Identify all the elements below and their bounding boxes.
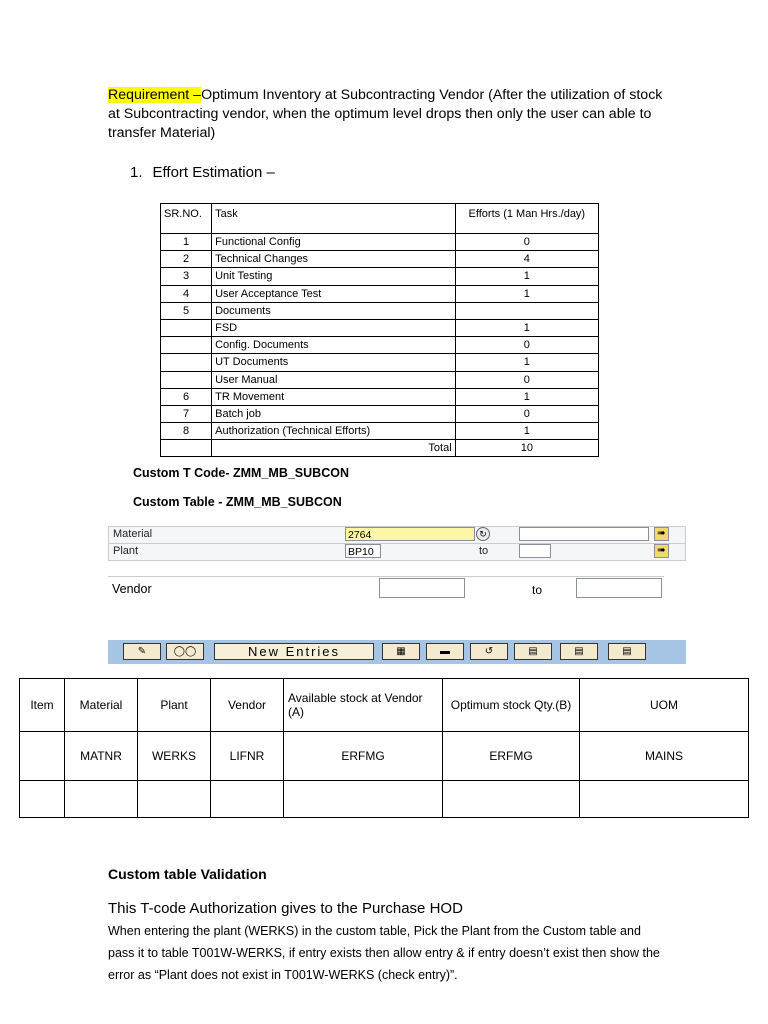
effort-row <box>161 319 599 336</box>
material-to-input[interactable] <box>519 527 649 541</box>
effort-row <box>161 268 599 285</box>
requirement-label: Requirement – <box>108 87 202 103</box>
plant-from-input[interactable]: BP10 <box>345 544 381 558</box>
select-all-icon[interactable]: ▤ <box>514 643 552 660</box>
effort-value-cell: 1 <box>455 285 598 302</box>
effort-value-cell: 1 <box>455 354 598 371</box>
vendor-from-input[interactable] <box>379 578 465 598</box>
section-heading-effort <box>130 164 285 181</box>
select-block-icon[interactable]: ▤ <box>560 643 598 660</box>
effort-value-cell: 1 <box>455 268 598 285</box>
effort-total-label: Total <box>212 440 456 457</box>
effort-task-cell: UT Documents <box>212 354 456 371</box>
effort-task-cell: Batch job <box>212 405 456 422</box>
section-title: Effort Estimation – <box>152 164 275 181</box>
multiple-selection-icon[interactable]: ↻ <box>476 527 490 541</box>
spec-empty-cell <box>65 781 138 818</box>
effort-value-cell: 1 <box>455 388 598 405</box>
spec-empty-cell <box>138 781 211 818</box>
spec-empty-cell <box>20 781 65 818</box>
spec-field-item <box>20 732 65 781</box>
vendor-to-input[interactable] <box>576 578 662 598</box>
spec-header-material: Material <box>65 679 138 732</box>
effort-task-cell: Technical Changes <box>212 251 456 268</box>
material-label: Material <box>113 528 153 540</box>
new-entries-button[interactable]: New Entries <box>214 643 374 660</box>
effort-task-cell: User Acceptance Test <box>212 285 456 302</box>
deselect-all-icon[interactable]: ▤ <box>608 643 646 660</box>
header-sr-no: SR.NO. <box>161 204 212 234</box>
plant-label: Plant <box>113 545 139 557</box>
spec-empty-cell <box>443 781 580 818</box>
effort-row <box>161 423 599 440</box>
effort-sr-cell <box>161 371 212 388</box>
vendor-to-label: to <box>532 583 543 597</box>
effort-sr-cell: 5 <box>161 302 212 319</box>
material-row <box>108 526 686 544</box>
sap-toolbar <box>108 640 686 664</box>
header-task: Task <box>212 204 456 234</box>
effort-row <box>161 251 599 268</box>
effort-value-cell <box>455 302 598 319</box>
material-multiple-selection-arrow-icon[interactable]: ➠ <box>654 527 669 541</box>
header-efforts: Efforts (1 Man Hrs./day) <box>455 204 598 234</box>
effort-task-cell: Authorization (Technical Efforts) <box>212 423 456 440</box>
effort-row <box>161 337 599 354</box>
effort-value-cell: 0 <box>455 337 598 354</box>
plant-to-label: to <box>479 545 489 557</box>
effort-task-cell: TR Movement <box>212 388 456 405</box>
spec-header-vendor: Vendor <box>211 679 284 732</box>
effort-task-cell: User Manual <box>212 371 456 388</box>
effort-sr-cell: 4 <box>161 285 212 302</box>
spec-header-item: Item <box>20 679 65 732</box>
validation-title: Custom table Validation <box>108 866 267 882</box>
effort-value-cell: 1 <box>455 423 598 440</box>
effort-estimation-table <box>160 203 599 457</box>
glasses-icon[interactable]: ◯◯ <box>166 643 204 660</box>
plant-multiple-selection-arrow-icon[interactable]: ➠ <box>654 544 669 558</box>
effort-sr-cell <box>161 337 212 354</box>
spec-empty-cell <box>284 781 443 818</box>
spec-field-optimum-stock: ERFMG <box>443 732 580 781</box>
spec-field-vendor: LIFNR <box>211 732 284 781</box>
effort-task-cell: Unit Testing <box>212 268 456 285</box>
spec-field-row <box>20 732 749 781</box>
requirement-text: Optimum Inventory at Subcontracting Vendor (After the utilization of stock at Subcontracting vendor, when the optimum level drops then only the user can able to transfer Material) <box>108 87 663 141</box>
effort-row <box>161 285 599 302</box>
spec-header-available-stock: Available stock at Vendor (A) <box>284 679 443 732</box>
effort-row <box>161 405 599 422</box>
validation-subtitle: This T-code Authorization gives to the Purchase HOD <box>108 900 463 917</box>
vendor-label: Vendor <box>112 582 152 596</box>
effort-sr-cell: 3 <box>161 268 212 285</box>
effort-total-value: 10 <box>455 440 598 457</box>
effort-value-cell: 1 <box>455 319 598 336</box>
effort-row <box>161 388 599 405</box>
custom-table-spec <box>19 678 749 818</box>
effort-row <box>161 234 599 251</box>
effort-header-row <box>161 204 599 234</box>
display-change-icon[interactable]: ✎ <box>123 643 161 660</box>
material-from-input[interactable]: 2764 <box>345 527 475 541</box>
spec-empty-cell <box>580 781 749 818</box>
effort-value-cell: 0 <box>455 405 598 422</box>
effort-value-cell: 4 <box>455 251 598 268</box>
effort-value-cell: 0 <box>455 234 598 251</box>
copy-icon[interactable]: ▦ <box>382 643 420 660</box>
undo-icon[interactable]: ↺ <box>470 643 508 660</box>
validation-text: When entering the plant (WERKS) in the custom table, Pick the Plant from the Custom table and pass it to table T001W-WERKS, if entry exists then allow entry & if entry doesn’t exist then show the error as “Plant does not exist in T001W-WERKS (check entry)”. <box>108 924 660 982</box>
effort-task-cell: Config. Documents <box>212 337 456 354</box>
effort-sr-cell: 1 <box>161 234 212 251</box>
effort-sr-cell: 6 <box>161 388 212 405</box>
effort-sr-cell <box>161 319 212 336</box>
effort-total-row <box>161 440 599 457</box>
plant-row <box>108 543 686 561</box>
delete-icon[interactable]: ▬ <box>426 643 464 660</box>
spec-header-row <box>20 679 749 732</box>
spec-field-uom: MAINS <box>580 732 749 781</box>
spec-header-optimum-stock: Optimum stock Qty.(B) <box>443 679 580 732</box>
requirement-paragraph <box>108 86 668 143</box>
effort-row <box>161 354 599 371</box>
effort-value-cell: 0 <box>455 371 598 388</box>
section-number: 1. <box>130 164 143 181</box>
spec-empty-cell <box>211 781 284 818</box>
effort-total-blank <box>161 440 212 457</box>
vendor-row <box>108 576 664 598</box>
spec-field-plant: WERKS <box>138 732 211 781</box>
effort-row <box>161 371 599 388</box>
spec-empty-row <box>20 781 749 818</box>
custom-tcode-label: Custom T Code- ZMM_MB_SUBCON <box>133 466 349 480</box>
effort-sr-cell: 7 <box>161 405 212 422</box>
spec-header-uom: UOM <box>580 679 749 732</box>
effort-sr-cell: 2 <box>161 251 212 268</box>
effort-task-cell: FSD <box>212 319 456 336</box>
spec-header-plant: Plant <box>138 679 211 732</box>
effort-sr-cell: 8 <box>161 423 212 440</box>
spec-field-available-stock: ERFMG <box>284 732 443 781</box>
custom-table-label: Custom Table - ZMM_MB_SUBCON <box>133 495 342 509</box>
plant-to-input[interactable] <box>519 544 551 558</box>
effort-row <box>161 302 599 319</box>
spec-field-material: MATNR <box>65 732 138 781</box>
effort-task-cell: Documents <box>212 302 456 319</box>
effort-task-cell: Functional Config <box>212 234 456 251</box>
effort-sr-cell <box>161 354 212 371</box>
